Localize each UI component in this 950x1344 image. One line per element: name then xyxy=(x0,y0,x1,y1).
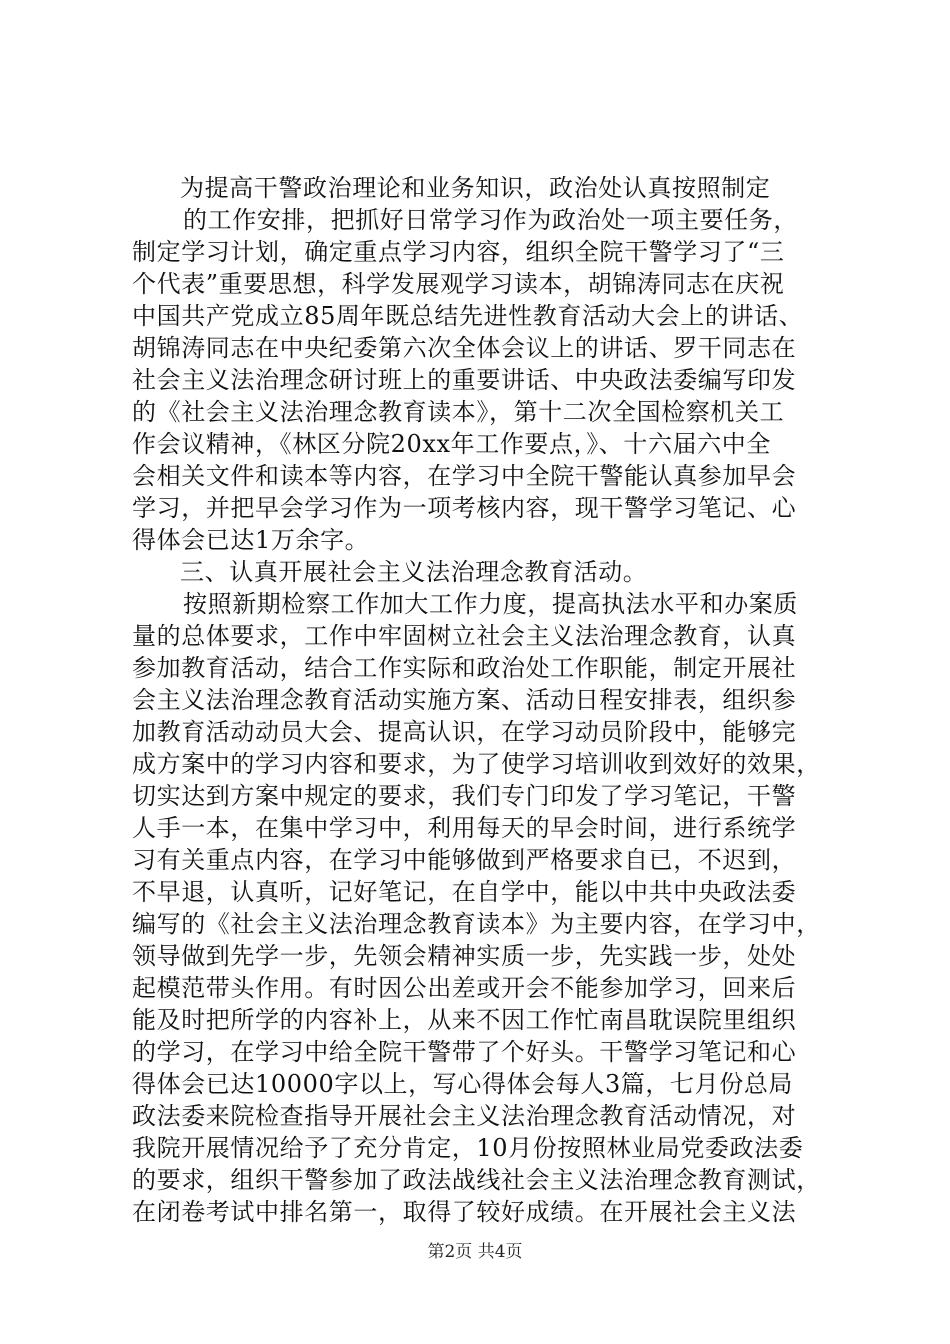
text-line: 切实达到方案中规定的要求，我们专门印发了学习笔记，干警 xyxy=(132,782,797,810)
text-line: 为提高干警政治理论和业务知识，政治处认真按照制定 xyxy=(180,174,771,202)
text-line: 按照新期检察工作加大工作力度，提高执法水平和办案质 xyxy=(183,590,798,618)
text-line: 政法委来院检查指导开展社会主义法治理念教育活动情况，对 xyxy=(132,1102,797,1130)
text-line: 成方案中的学习内容和要求，为了使学习培训收到效好的效果， xyxy=(132,750,821,778)
text-line: 的《社会主义法治理念教育读本》，第十二次全国检察机关工 xyxy=(132,398,785,426)
text-line: 中国共产党成立85周年既总结先进性教育活动大会上的讲话、 xyxy=(132,302,804,330)
text-line: 的工作安排，把抓好日常学习作为政治处一项主要任务， xyxy=(183,206,798,234)
text-line: 得体会已达10000字以上，写心得体会每人3篇，七月份总局 xyxy=(132,1070,794,1098)
section-heading: 三、认真开展社会主义法治理念教育活动。 xyxy=(180,558,648,586)
text-line: 不早退，认真听，记好笔记，在自学中，能以中共中央政法委 xyxy=(132,878,797,906)
text-line: 参加教育活动，结合工作实际和政治处工作职能，制定开展社 xyxy=(132,654,797,682)
text-line: 得体会已达1万余字。 xyxy=(132,526,370,554)
text-line: 在闭卷考试中排名第一，取得了较好成绩。在开展社会主义法 xyxy=(132,1198,797,1226)
text-line: 加教育活动动员大会、提高认识，在学习动员阶段中，能够完 xyxy=(132,718,797,746)
text-line: 人手一本，在集中学习中，利用每天的早会时间，进行系统学 xyxy=(132,814,797,842)
text-line: 起模范带头作用。有时因公出差或开会不能参加学习，回来后 xyxy=(132,974,797,1002)
page-footer: 第2页 共4页 xyxy=(427,1242,523,1262)
text-line: 会相关文件和读本等内容，在学习中全院干警能认真参加早会 xyxy=(132,462,797,490)
text-line: 编写的《社会主义法治理念教育读本》为主要内容，在学习中， xyxy=(132,910,821,938)
text-line: 学习，并把早会学习作为一项考核内容，现干警学习笔记、心 xyxy=(132,494,797,522)
text-line: 习有关重点内容，在学习中能够做到严格要求自已，不迟到， xyxy=(132,846,797,874)
text-line: 的要求，组织干警参加了政法战线社会主义法治理念教育测试， xyxy=(132,1166,821,1194)
text-line: 个代表”重要思想，科学发展观学习读本，胡锦涛同志在庆祝 xyxy=(132,270,785,298)
text-line: 的学习，在学习中给全院干警带了个好头。干警学习笔记和心 xyxy=(132,1038,797,1066)
text-line: 能及时把所学的内容补上，从来不因工作忙南昌耽误院里组织 xyxy=(132,1006,797,1034)
text-line: 制定学习计划，确定重点学习内容，组织全院干警学习了“三 xyxy=(132,238,785,266)
text-line: 胡锦涛同志在中央纪委第六次全体会议上的讲话、罗干同志在 xyxy=(132,334,797,362)
text-line: 我院开展情况给予了充分肯定，10月份按照林业局党委政法委 xyxy=(132,1134,804,1162)
text-line: 社会主义法治理念研讨班上的重要讲话、中央政法委编写印发 xyxy=(132,366,797,394)
text-line: 领导做到先学一步，先领会精神实质一步，先实践一步，处处 xyxy=(132,942,797,970)
text-line: 会主义法治理念教育活动实施方案、活动日程安排表，组织参 xyxy=(132,686,797,714)
text-line: 作会议精神，《林区分院20xx年工作要点，》、十六届六中全 xyxy=(132,430,772,458)
text-line: 量的总体要求，工作中牢固树立社会主义法治理念教育，认真 xyxy=(132,622,797,650)
